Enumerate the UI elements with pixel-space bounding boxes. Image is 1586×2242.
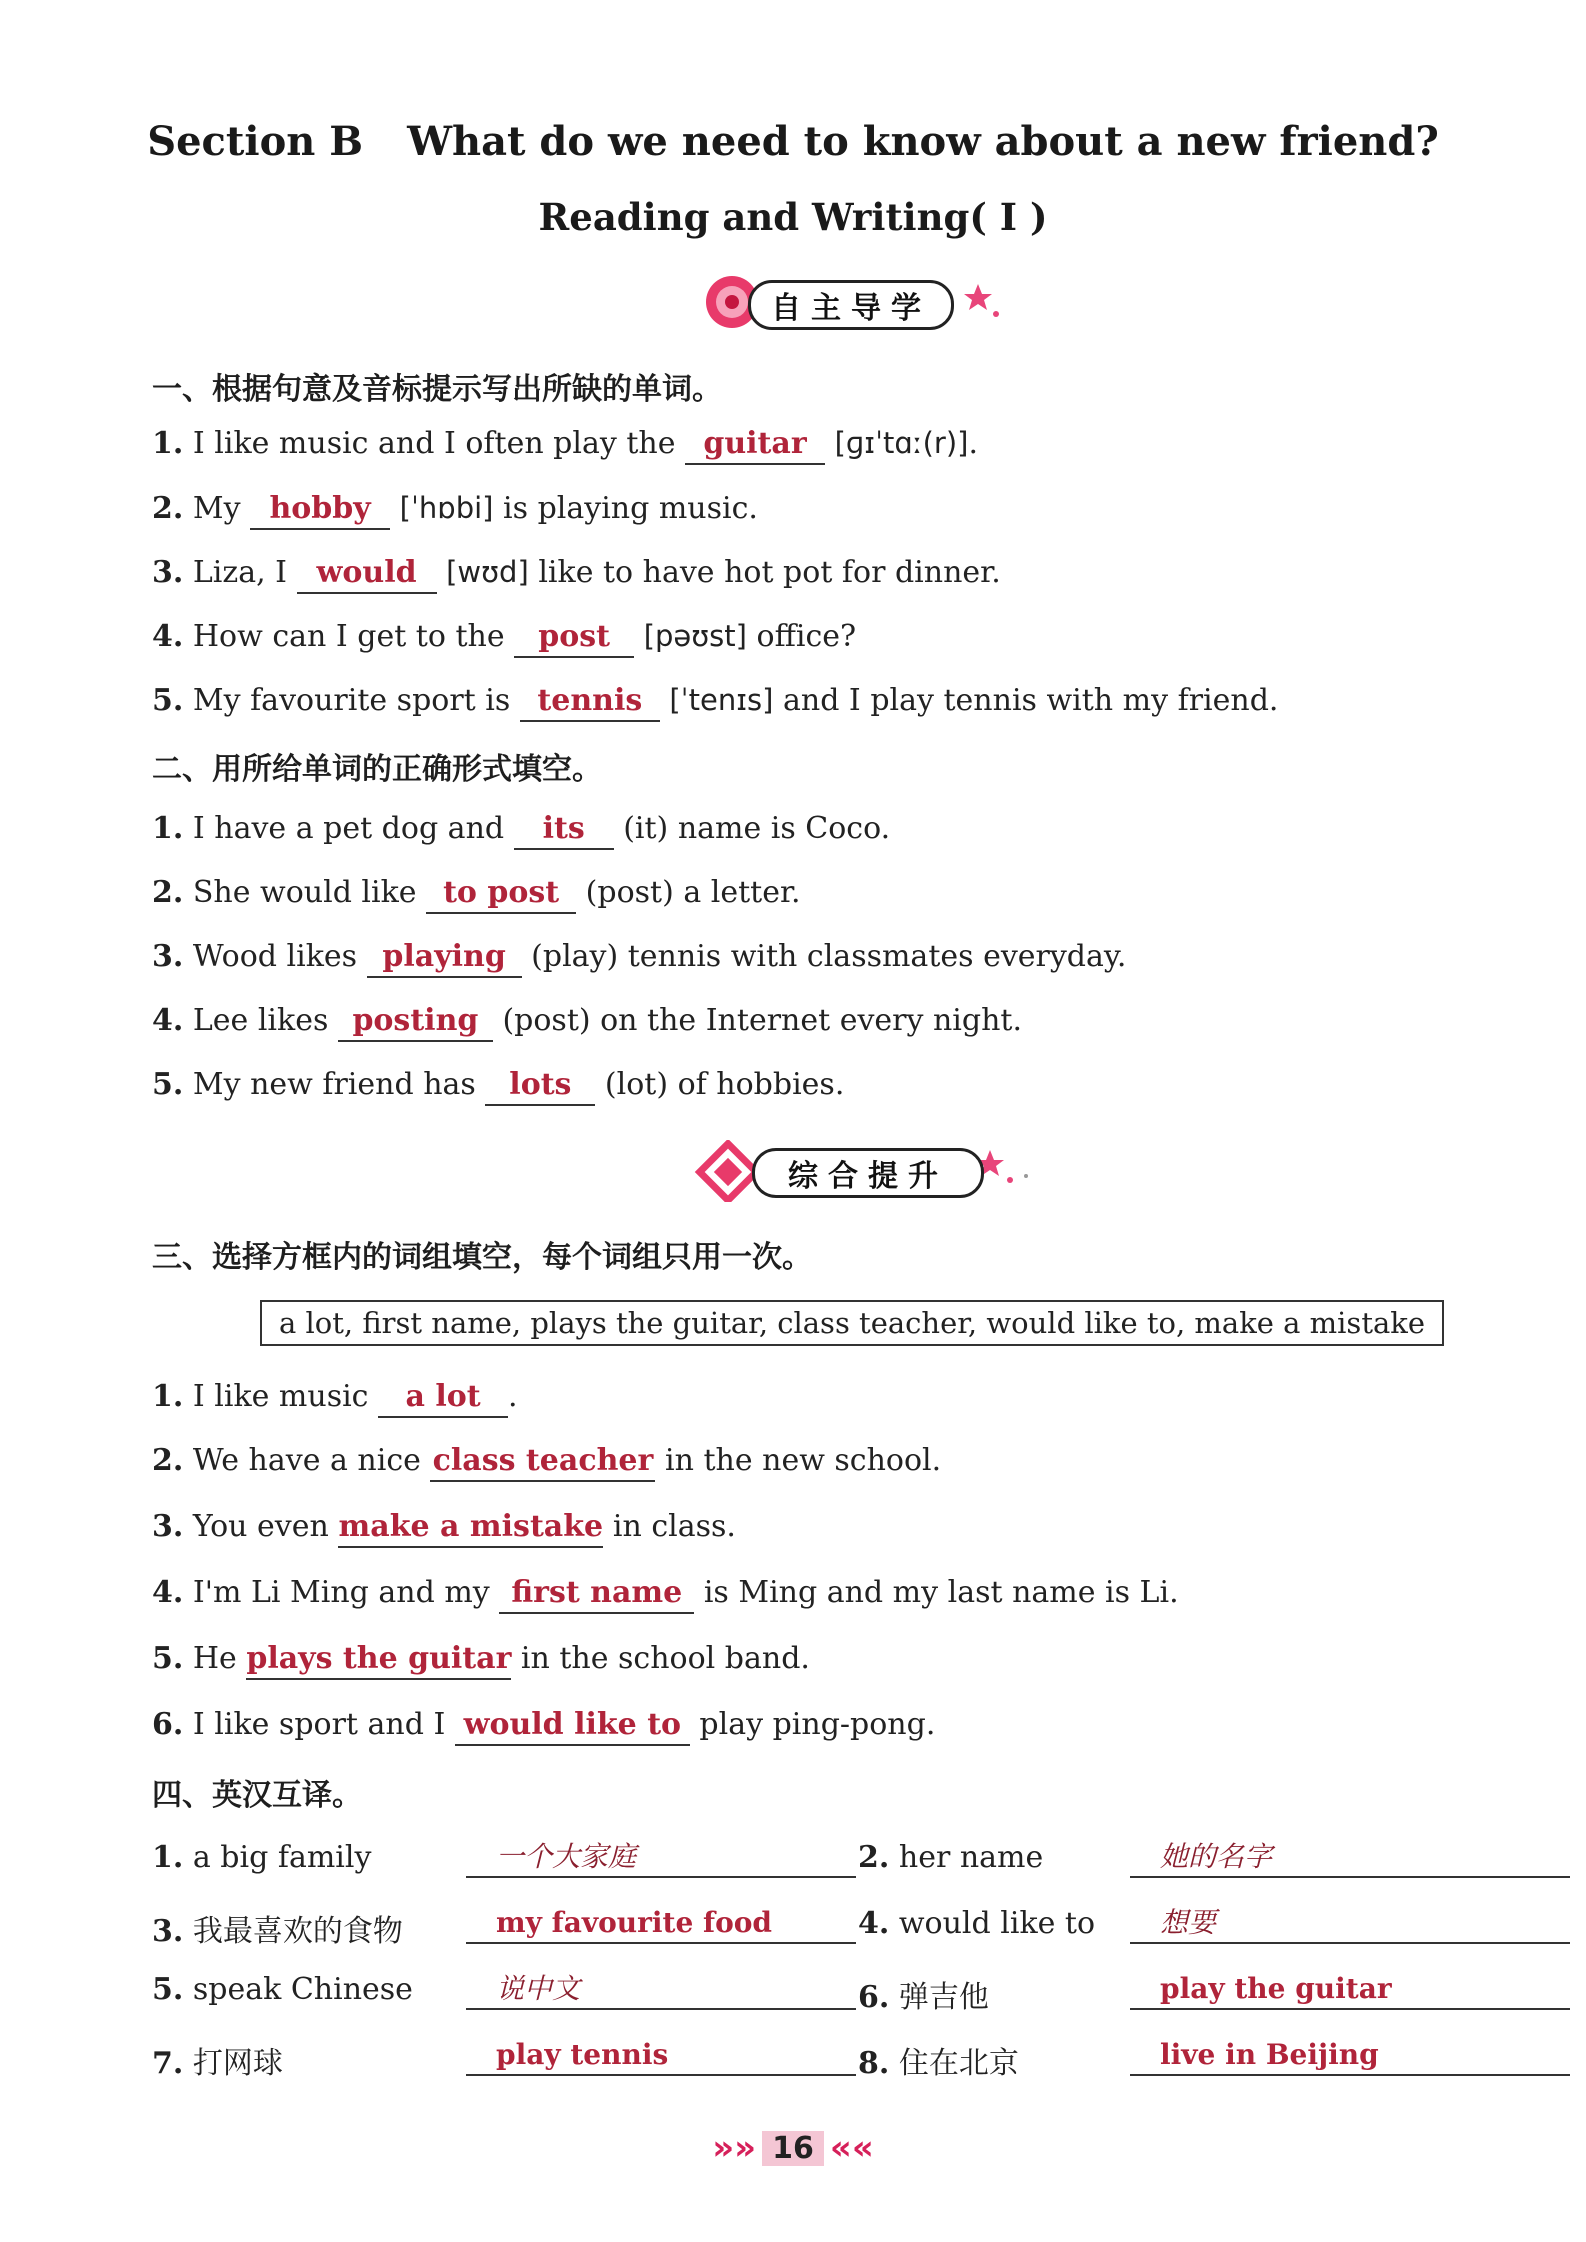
word-box: a lot, first name, plays the guitar, class teacher, would like to, make a mistake	[260, 1300, 1444, 1346]
part1-heading: 一、根据句意及音标提示写出所缺的单词。	[152, 372, 722, 407]
section-label: Section B	[147, 118, 364, 165]
answer-blank[interactable]: tennis	[520, 682, 660, 722]
arrows-right-icon: »»	[712, 2128, 757, 2168]
banner-self-study-label: 自主导学	[771, 291, 931, 326]
part1-item-1: 1. I like music and I often play the guitar [ɡɪˈtɑː(r)].	[152, 425, 978, 465]
answer-blank[interactable]: to post	[426, 874, 576, 914]
part2-heading: 二、用所给单词的正确形式填空。	[152, 752, 602, 787]
part4-item-7-question: 7. 打网球	[152, 2046, 283, 2081]
answer-blank[interactable]: post	[514, 618, 634, 658]
part1-item-4: 4. How can I get to the post [pəʊst] office?	[152, 618, 856, 658]
part4-item-2-question: 2. her name	[858, 1840, 1044, 1875]
part4-item-1-answer[interactable]: 一个大家庭	[466, 1838, 856, 1878]
part4-item-4-answer[interactable]: 想要	[1130, 1904, 1570, 1944]
banner-self-study	[688, 272, 1008, 334]
part4-item-4-question: 4. would like to	[858, 1906, 1096, 1941]
part4-item-8-question: 8. 住在北京	[858, 2046, 1019, 2081]
part2-item-2: 2. She would like to post (post) a letter.	[152, 874, 801, 914]
part4-item-7-answer[interactable]: play tennis	[466, 2036, 856, 2076]
part3-item-1: 1. I like music a lot .	[152, 1378, 518, 1418]
part2-item-1: 1. I have a pet dog and its (it) name is Coco.	[152, 810, 890, 850]
answer-blank[interactable]: a lot	[378, 1378, 508, 1418]
part2-item-5: 5. My new friend has lots (lot) of hobbies.	[152, 1066, 844, 1106]
part4-item-3-answer[interactable]: my favourite food	[466, 1904, 856, 1944]
part2-item-3: 3. Wood likes playing (play) tennis with classmates everyday.	[152, 938, 1126, 978]
answer-blank[interactable]: guitar	[685, 425, 825, 465]
banner-comprehensive-label: 综合提升	[788, 1159, 948, 1194]
part4-item-2-answer[interactable]: 她的名字	[1130, 1838, 1570, 1878]
part3-item-4: 4. I'm Li Ming and my first name is Ming and my last name is Li.	[152, 1574, 1179, 1614]
part3-item-3: 3. You even make a mistake in class.	[152, 1508, 736, 1548]
part1-item-5: 5. My favourite sport is tennis [ˈtenɪs] and I play tennis with my friend.	[152, 682, 1278, 722]
part4-item-6-question: 6. 弹吉他	[858, 1980, 989, 2015]
answer-blank[interactable]: posting	[338, 1002, 493, 1042]
answer-blank[interactable]: hobby	[250, 490, 390, 530]
part2-item-4: 4. Lee likes posting (post) on the Internet every night.	[152, 1002, 1022, 1042]
answer-blank[interactable]: make a mistake	[338, 1508, 603, 1548]
answer-blank[interactable]: lots	[485, 1066, 595, 1106]
part4-item-6-answer[interactable]: play the guitar	[1130, 1970, 1570, 2010]
part1-item-3: 3. Liza, I would [wʊd] like to have hot pot for dinner.	[152, 554, 1001, 594]
page-number	[0, 2128, 1586, 2168]
part4-item-3-question: 3. 我最喜欢的食物	[152, 1914, 403, 1949]
part3-heading: 三、选择方框内的词组填空，每个词组只用一次。	[152, 1240, 812, 1275]
answer-blank[interactable]: its	[514, 810, 614, 850]
answer-blank[interactable]: playing	[367, 938, 522, 978]
part3-item-5: 5. He plays the guitar in the school band.	[152, 1640, 810, 1680]
part1-item-2: 2. My hobby [ˈhɒbi] is playing music.	[152, 490, 758, 530]
answer-blank[interactable]: plays the guitar	[246, 1640, 511, 1680]
page-subtitle: Reading and Writing( Ⅰ )	[538, 195, 1048, 239]
section-question: What do we need to know about a new friend?	[407, 118, 1439, 165]
banner-comprehensive	[690, 1140, 1070, 1202]
arrows-left-icon: ««	[829, 2128, 874, 2168]
answer-blank[interactable]: first name	[499, 1574, 694, 1614]
part4-item-5-question: 5. speak Chinese	[152, 1972, 413, 2007]
answer-blank[interactable]: would like to	[455, 1706, 690, 1746]
answer-blank[interactable]: would	[297, 554, 437, 594]
part4-heading: 四、英汉互译。	[152, 1778, 362, 1813]
part3-item-2: 2. We have a nice class teacher in the new school.	[152, 1442, 941, 1482]
part3-item-6: 6. I like sport and I would like to play ping-pong.	[152, 1706, 935, 1746]
part4-item-5-answer[interactable]: 说中文	[466, 1970, 856, 2010]
part4-item-8-answer[interactable]: live in Beijing	[1130, 2036, 1570, 2076]
answer-blank[interactable]: class teacher	[430, 1442, 655, 1482]
page-number-value: 16	[762, 2131, 824, 2166]
part4-item-1-question: 1. a big family	[152, 1840, 372, 1875]
page-title	[0, 118, 1586, 165]
